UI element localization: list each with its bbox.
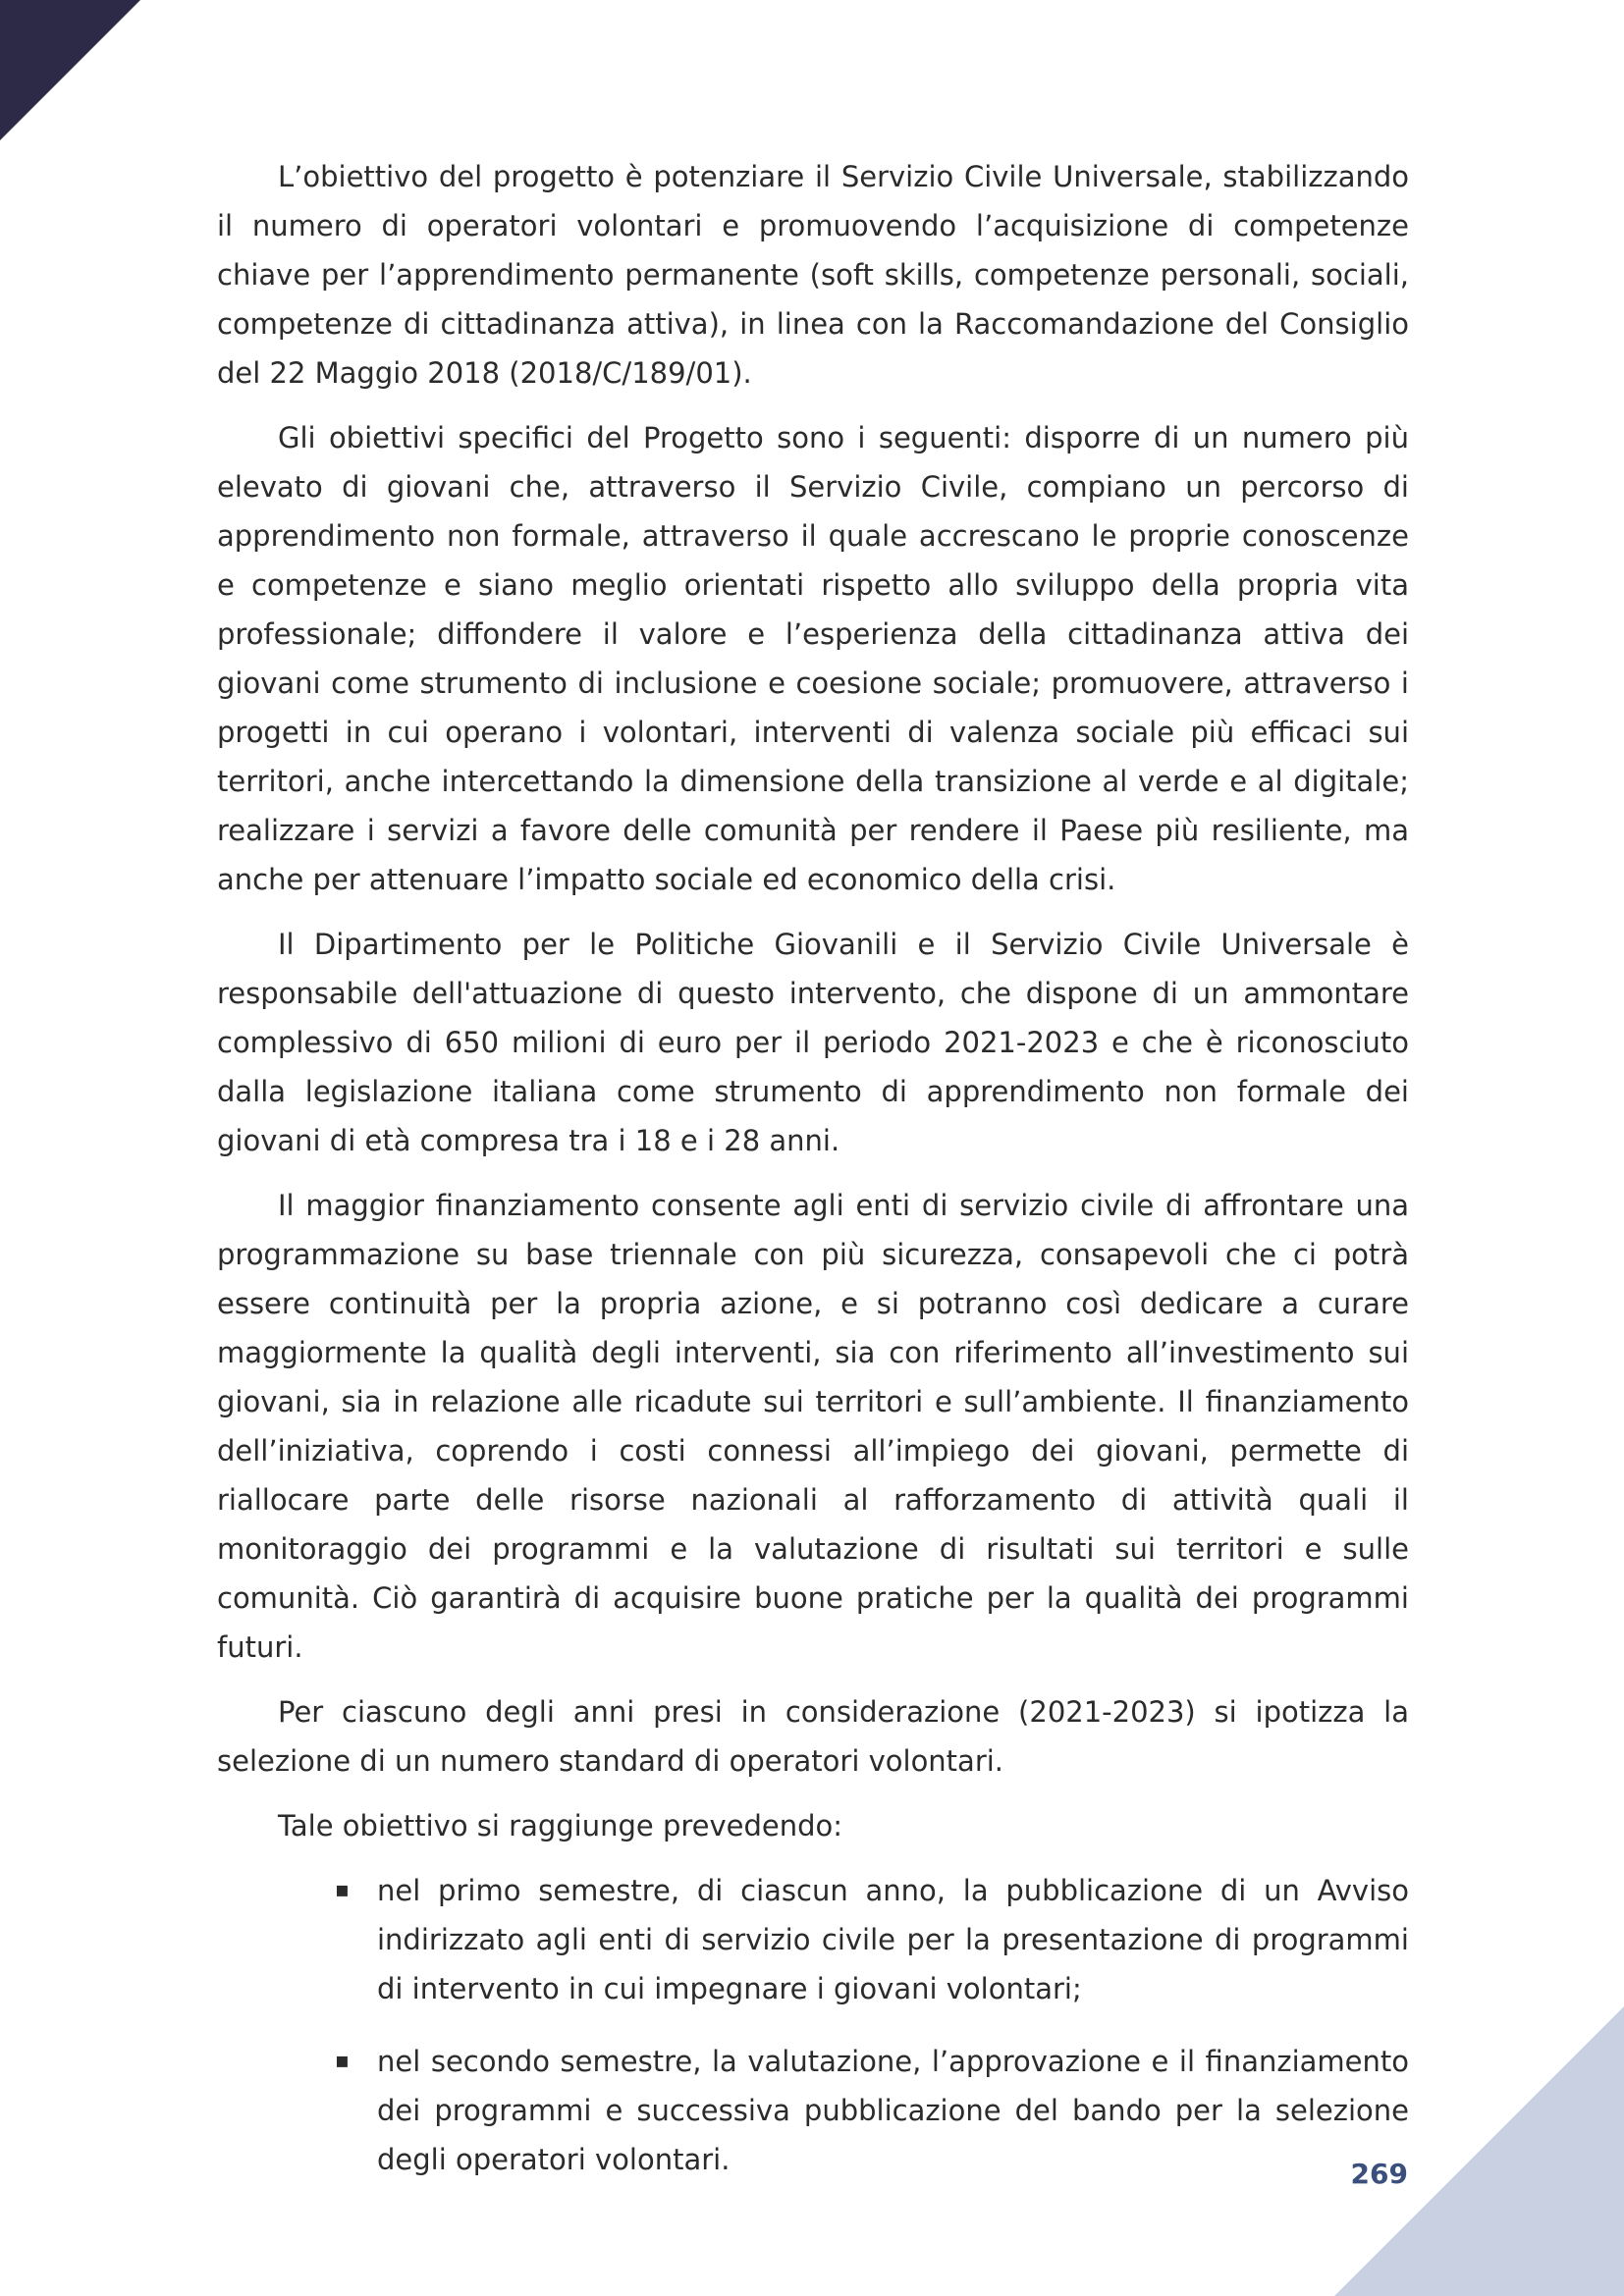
corner-decoration-top-left [0,0,140,140]
list-item [335,2037,1409,2184]
paragraph-specific-objectives: Gli obiettivi specifici del Progetto sono i seguenti: disporre di un numero più elevato di giovani che, attraverso il Servizio Civile, compiano un percorso di apprendimento non formale, attraverso il quale accrescano le proprie conoscenze e competenze e siano meglio orientati rispetto allo sviluppo della propria vita professionale; diffondere il valore e l’esperienza della cittadinanza attiva dei giovani come strumento di inclusione e coesione sociale; promuovere, attraverso i progetti in cui operano i volontari, interventi di valenza sociale più efficaci sui territori, anche intercettando la dimensione della transizione al verde e al digitale; realizzare i servizi a favore delle comunità per rendere il Paese più resiliente, ma anche per attenuare l’impatto sociale ed economico della crisi. [217,421,1409,896]
page-body [217,152,1409,2208]
page-number: 269 [1350,2158,1408,2190]
bullet-icon: ▪ [335,1878,350,1902]
list-item [335,1866,1409,2013]
paragraph-funding: Il maggior finanziamento consente agli enti di servizio civile di affrontare una programmazione su base triennale con più sicurezza, consapevoli che ci potrà essere continuità per la propria azione, e si potranno così dedicare a curare maggiormente la qualità degli interventi, sia con riferimento all’investimento sui giovani, sia in relazione alle ricadute sui territori e sull’ambiente. Il finanziamento dell’iniziativa, coprendo i costi connessi all’impiego dei giovani, permette di riallocare parte delle risorse nazionali al rafforzamento di attività quali il monitoraggio dei programmi e la valutazione di risultati sui territori e sulle comunità. Ciò garantirà di acquisire buone pratiche per la qualità dei programmi futuri. [217,1189,1409,1664]
list-item-text: nel primo semestre, di ciascun anno, la pubblicazione di un Avviso indirizzato agli enti di servizio civile per la presentazione di programmi di intervento in cui impegnare i giovani volontari; [377,1874,1409,2005]
bullet-icon: ▪ [335,2049,350,2073]
bullet-list [217,1866,1409,2184]
paragraph-intro-list: Tale obiettivo si raggiunge prevedendo: [278,1809,843,1842]
paragraph-department: Il Dipartimento per le Politiche Giovanili e il Servizio Civile Universale è responsabile dell'attuazione di questo intervento, che dispone di un ammontare complessivo di 650 milioni di euro per il periodo 2021-2023 e che è riconosciuto dalla legislazione italiana come strumento di apprendimento non formale dei giovani di età compresa tra i 18 e i 28 anni. [217,928,1409,1157]
paragraph-objective: L’obiettivo del progetto è potenziare il Servizio Civile Universale, stabilizzando il numero di operatori volontari e promuovendo l’acquisizione di competenze chiave per l’apprendimento permanente (soft skills, competenze personali, sociali, competenze di cittadinanza attiva), in linea con la Raccomandazione del Consiglio del 22 Maggio 2018 (2018/C/189/01). [217,160,1409,390]
list-item-text: nel secondo semestre, la valutazione, l’approvazione e il finanziamento dei programmi e successiva pubblicazione del bando per la selezione degli operatori volontari. [377,2045,1409,2176]
paragraph-selection: Per ciascuno degli anni presi in considerazione (2021-2023) si ipotizza la selezione di un numero standard di operatori volontari. [217,1695,1409,1778]
